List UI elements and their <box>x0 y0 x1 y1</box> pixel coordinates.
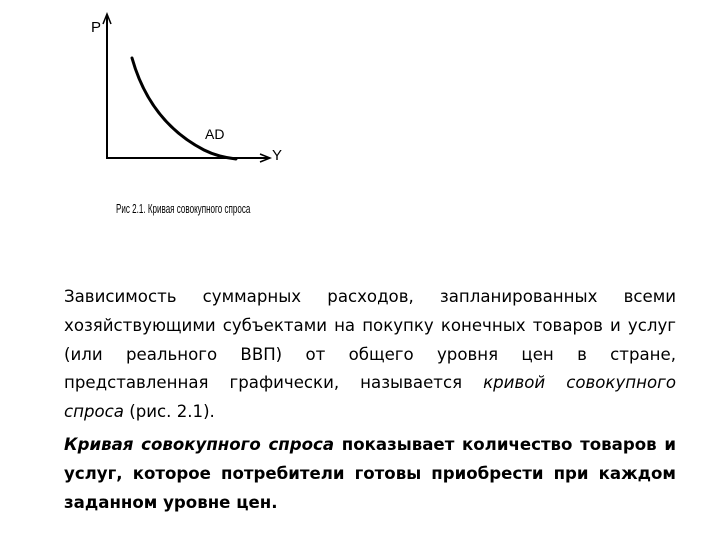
y-axis-label: P <box>91 19 102 36</box>
term-italic: кривой совокупного спроса <box>64 373 676 422</box>
paragraph-explanation <box>64 431 676 517</box>
term-italic: Кривая совокупного спроса <box>64 434 335 454</box>
figure-caption: Рис 2.1. Кривая совокупного спроса <box>116 201 251 216</box>
text-run: (рис. 2.1). <box>123 402 215 422</box>
x-axis-label: Y <box>272 147 283 164</box>
paragraph-definition <box>64 283 676 427</box>
curve-label: AD <box>205 126 225 142</box>
text-run: Зависимость суммарных расходов, запланированных всеми хозяйствующими субъектами на покупку конечных товаров и услуг (или реального ВВП) от общего уровня цен в стране, представленная графически, называется <box>64 287 676 393</box>
text-run: показывает количество товаров и услуг, которое потребители готовы приобрести при каждом заданном уровне цен. <box>64 434 676 512</box>
body-text <box>64 283 676 517</box>
aggregate-demand-curve <box>132 58 236 159</box>
ad-curve-graph <box>0 0 720 240</box>
figure <box>0 0 720 240</box>
